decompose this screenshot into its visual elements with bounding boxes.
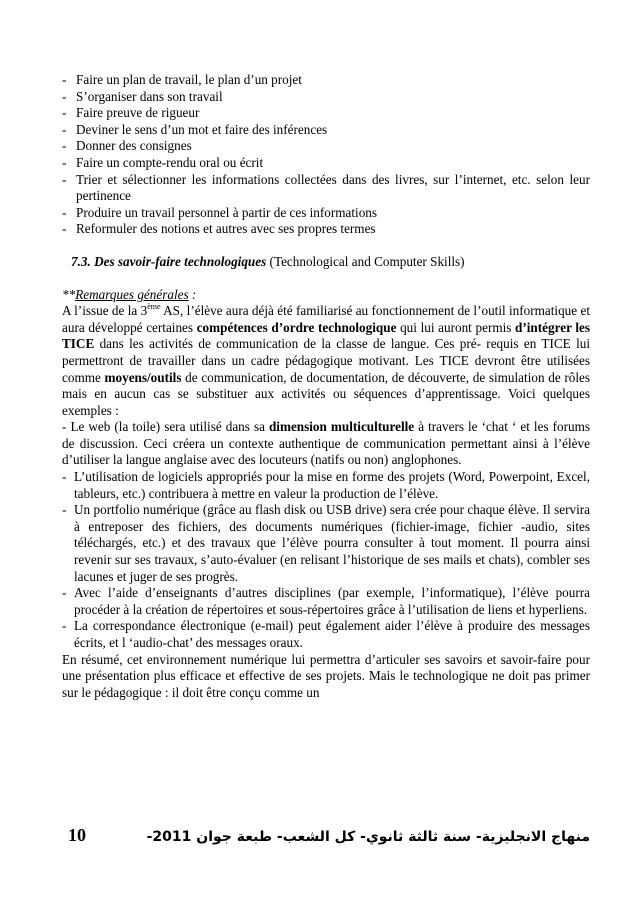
bullet-dash: -	[62, 138, 67, 154]
bold-phrase: moyens/outils	[104, 369, 182, 385]
running-title: منهاج الانجليزية- سنة ثالثة ثانوي- كل الشعب- طبعة جوان 2011-	[146, 829, 590, 845]
bold-phrase: compétences d’ordre technologique	[196, 319, 397, 335]
list-item: - Faire un compte-rendu oral ou écrit	[62, 154, 264, 170]
remarks-prefix: **	[62, 286, 76, 302]
page-footer	[62, 827, 590, 851]
bullet-dash: -	[62, 72, 67, 87]
section-subtitle: (Technological and Computer Skills)	[266, 253, 465, 269]
bullet-dash: -	[62, 221, 67, 237]
bullet-dash: -	[62, 502, 67, 518]
bullet-dash: -	[62, 105, 67, 121]
bold-phrase: d’intégrer les TICE	[62, 319, 590, 352]
bullet-dash: -	[62, 171, 67, 187]
list-item: - L’utilisation de logiciels appropriés pour la mise en forme des projets (Word, Powerpoint, Excel, tableurs, etc.) contribuera à mettre en valeur la production de l’élève.	[62, 469, 590, 501]
section-title: 7.3. Des savoir-faire technologiques	[71, 253, 267, 269]
bullet-dash: -	[62, 88, 67, 104]
bullet-dash: -	[62, 585, 67, 601]
list-item: - Avec l’aide d’enseignants d’autres disciplines (par exemple, l’informatique), l’élève pourra procéder à la création de répertoires et sous-répertoires grâce à l’utilisation de liens et hyperliens.	[62, 585, 590, 617]
document-body	[62, 72, 590, 701]
list-item: - Faire un plan de travail, le plan d’un projet	[62, 72, 302, 87]
bullet-dash: -	[62, 469, 67, 485]
list-item: - Faire preuve de rigueur	[62, 105, 200, 121]
list-item: - Un portfolio numérique (grâce au flash disk ou USB drive) sera crée pour chaque élève. Il servira à entreposer des fichiers, des documents numériques (fichier-image, fichier -audio, sites téléchargés, etc.) et des travaux que l’élève pourra consulter à tout moment. Il pourra ainsi revenir sur ses travaux, s’auto-évaluer (en relisant l’historique de ses mails et chats), combler ses lacunes et juger de ses progrès.	[62, 502, 590, 584]
list-item: - La correspondance électronique (e-mail) peut également aider l’élève à produire des messages écrits, et l ‘audio-chat’ des messages oraux.	[62, 618, 590, 650]
skills-list	[62, 72, 590, 238]
list-item: - Trier et sélectionner les informations collectées dans des livres, sur l’internet, etc. selon leur pertinence	[62, 171, 590, 204]
page-number: 10	[68, 825, 86, 845]
list-item: - Donner des consignes	[62, 138, 192, 154]
bullet-dash: -	[62, 618, 67, 634]
bullet-dash: -	[62, 121, 67, 137]
web-item: - Le web (la toile) sera utilisé dans sa dimension multiculturelle à travers le ‘chat ‘ et les forums de discussion. Ceci créera un contexte authentique de communication permettant ainsi à l’élève d’utiliser la langue anglaise avec des locuteurs (natifs ou non) anglophones.	[62, 419, 590, 468]
list-item: - Deviner le sens d’un mot et faire des inférences	[62, 121, 328, 137]
bold-phrase: dimension multiculturelle	[268, 419, 415, 435]
bullet-dash: -	[62, 154, 67, 170]
list-item: - Reformuler des notions et autres avec ses propres termes	[62, 221, 376, 237]
list-item: - Produire un travail personnel à partir de ces informations	[62, 204, 378, 220]
list-item: - S’organiser dans son travail	[62, 88, 223, 104]
bullet-dash: -	[62, 204, 67, 220]
conclusion-paragraph: En résumé, cet environnement numérique lui permettra d’articuler ses savoirs et savoir-faire pour une présentation plus efficace et effective de ses projets. Mais le technologique ne doit pas primer sur le pédagogique : il doit être conçu comme un	[62, 651, 590, 700]
remarks-suffix: :	[188, 286, 197, 302]
section-heading	[71, 254, 590, 271]
remarks-title: Remarques générales	[75, 286, 189, 302]
superscript: ème	[147, 302, 161, 312]
intro-paragraph: A l’issue de la 3ème AS, l’élève aura déjà été familiarisé au fonctionnement de l’outil informatique et aura développé certaines compétences d’ordre technologique qui lui auront permis d’intégrer les TICE dans les activités de communication de la classe de langue. Ces pré- requis en TICE lui permettront de travailler dans un cadre pédagogique motivant. Les TICE devront être utilisées comme moyens/outils de communication, de documentation, de découverte, de simulation de rôles mais en aucun cas se substituer aux activités ou séquences d’apprentissage. Voici quelques exemples :	[62, 302, 590, 418]
remarks-heading	[62, 287, 590, 304]
